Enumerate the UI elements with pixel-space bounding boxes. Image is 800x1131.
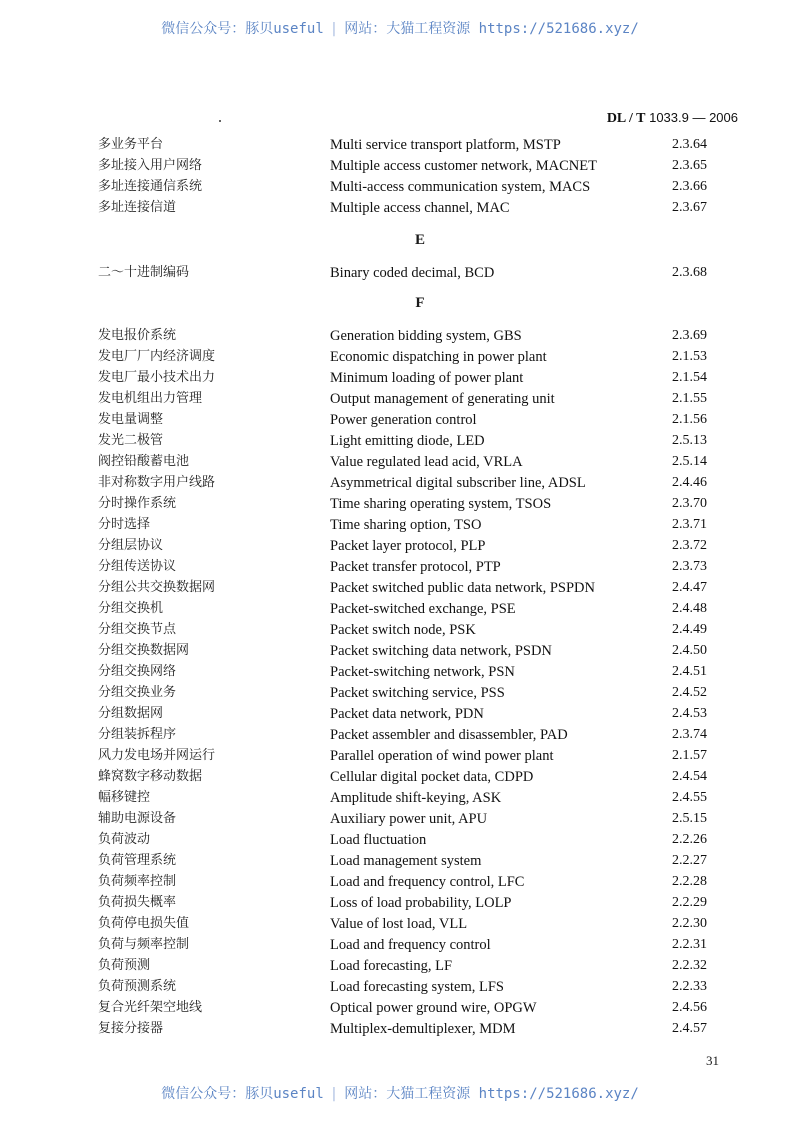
entry-clause: 2.2.30 <box>672 916 707 931</box>
entry-clause: 2.3.67 <box>672 200 707 215</box>
entry-clause: 2.3.69 <box>672 328 707 343</box>
entry-clause: 2.4.46 <box>672 475 707 490</box>
entry-chinese: 非对称数字用户线路 <box>98 475 216 490</box>
index-entry <box>0 515 800 535</box>
entry-clause: 2.3.66 <box>672 179 707 194</box>
entry-chinese: 负荷管理系统 <box>98 853 177 868</box>
entry-clause: 2.5.14 <box>672 454 707 469</box>
standard-prefix: DL / T <box>606 111 646 126</box>
index-entry <box>0 872 800 892</box>
entry-chinese: 多址连接信道 <box>98 200 177 215</box>
entry-clause: 2.2.32 <box>672 958 707 973</box>
entry-english: Minimum loading of power plant <box>330 370 524 386</box>
entry-chinese: 辅助电源设备 <box>98 811 177 826</box>
entry-english: Time sharing option, TSO <box>330 517 482 533</box>
watermark-top <box>0 18 800 38</box>
entry-clause: 2.3.70 <box>672 496 707 511</box>
section-letter-f: F <box>415 295 425 311</box>
entry-chinese: 复接分接器 <box>98 1021 164 1036</box>
entry-chinese: 分时选择 <box>98 517 151 532</box>
entry-english: Multiplex-demultiplexer, MDM <box>330 1021 516 1037</box>
entry-clause: 2.4.48 <box>672 601 707 616</box>
index-entry <box>0 389 800 409</box>
entry-clause: 2.4.52 <box>672 685 707 700</box>
index-entry <box>0 830 800 850</box>
entry-clause: 2.1.56 <box>672 412 707 427</box>
entry-clause: 2.4.47 <box>672 580 707 595</box>
index-entry <box>0 368 800 388</box>
entry-english: Light emitting diode, LED <box>330 433 485 449</box>
index-entry <box>0 599 800 619</box>
entry-chinese: 发电厂厂内经济调度 <box>98 349 216 364</box>
entry-english: Cellular digital pocket data, CDPD <box>330 769 534 785</box>
index-entry <box>0 998 800 1018</box>
entry-english: Auxiliary power unit, APU <box>330 811 488 827</box>
entry-chinese: 负荷损失概率 <box>98 895 177 910</box>
index-entry <box>0 431 800 451</box>
entry-chinese: 负荷预测系统 <box>98 979 177 994</box>
index-entry <box>0 641 800 661</box>
entry-chinese: 分组装拆程序 <box>98 727 177 742</box>
entry-chinese: 发电报价系统 <box>98 328 177 343</box>
index-entry <box>0 1019 800 1039</box>
entry-chinese: 幅移键控 <box>98 790 151 805</box>
entry-english: Power generation control <box>330 412 477 428</box>
entry-chinese: 蜂窝数字移动数据 <box>98 769 203 784</box>
watermark-wechat: 微信公众号：豚贝useful <box>161 21 324 37</box>
entry-clause: 2.4.50 <box>672 643 707 658</box>
entry-clause: 2.1.55 <box>672 391 707 406</box>
entry-clause: 2.3.65 <box>672 158 707 173</box>
index-entry <box>0 956 800 976</box>
index-entry <box>0 347 800 367</box>
index-entry <box>0 410 800 430</box>
index-entry <box>0 977 800 997</box>
entry-chinese: 复合光纤架空地线 <box>98 1000 203 1015</box>
entry-chinese: 多业务平台 <box>98 137 164 152</box>
entry-english: Economic dispatching in power plant <box>330 349 547 365</box>
entry-chinese: 分组交换业务 <box>98 685 177 700</box>
entry-clause: 2.1.53 <box>672 349 707 364</box>
entry-chinese: 发电机组出力管理 <box>98 391 203 406</box>
watermark-website: 网站：大猫工程资源 https://521686.xyz/ <box>344 21 639 37</box>
entry-chinese: 分组传送协议 <box>98 559 177 574</box>
entry-chinese: 发电厂最小技术出力 <box>98 370 216 385</box>
watermark-website: 网站：大猫工程资源 https://521686.xyz/ <box>344 1086 639 1102</box>
entry-english: Packet switch node, PSK <box>330 622 476 638</box>
entry-clause: 2.4.55 <box>672 790 707 805</box>
entry-english: Packet switching data network, PSDN <box>330 643 552 659</box>
entry-clause: 2.2.31 <box>672 937 707 952</box>
index-entry <box>0 557 800 577</box>
entry-english: Multi-access communication system, MACS <box>330 179 591 195</box>
entry-clause: 2.3.72 <box>672 538 707 553</box>
watermark-separator: | <box>329 21 339 37</box>
entry-clause: 2.2.33 <box>672 979 707 994</box>
entry-clause: 2.4.56 <box>672 1000 707 1015</box>
entry-clause: 2.3.68 <box>672 265 707 280</box>
watermark-bottom <box>0 1083 800 1103</box>
index-entry <box>0 935 800 955</box>
entry-english: Load fluctuation <box>330 832 427 848</box>
entry-english: Packet switching service, PSS <box>330 685 505 701</box>
index-entry <box>0 914 800 934</box>
entry-english: Amplitude shift-keying, ASK <box>330 790 502 806</box>
entry-english: Optical power ground wire, OPGW <box>330 1000 537 1016</box>
entry-english: Time sharing operating system, TSOS <box>330 496 552 512</box>
entry-clause: 2.4.51 <box>672 664 707 679</box>
index-entry <box>0 263 800 283</box>
entry-english: Value of lost load, VLL <box>330 916 468 932</box>
entry-english: Load management system <box>330 853 482 869</box>
index-entry <box>0 704 800 724</box>
entry-english: Load forecasting system, LFS <box>330 979 504 995</box>
entry-chinese: 分组交换节点 <box>98 622 177 637</box>
entry-clause: 2.3.74 <box>672 727 707 742</box>
entry-english: Packet assembler and disassembler, PAD <box>330 727 568 743</box>
standard-number: 1033.9 — 2006 <box>649 110 738 125</box>
index-entry <box>0 494 800 514</box>
index-entry <box>0 893 800 913</box>
entry-clause: 2.3.64 <box>672 137 707 152</box>
index-entry <box>0 746 800 766</box>
entry-english: Multi service transport platform, MSTP <box>330 137 561 153</box>
entry-english: Packet data network, PDN <box>330 706 484 722</box>
entry-english: Packet-switched exchange, PSE <box>330 601 516 617</box>
entry-chinese: 阀控铅酸蓄电池 <box>98 454 190 469</box>
index-entry <box>0 198 800 218</box>
entry-clause: 2.5.15 <box>672 811 707 826</box>
entry-clause: 2.2.29 <box>672 895 707 910</box>
entry-clause: 2.2.27 <box>672 853 707 868</box>
entry-clause: 2.2.28 <box>672 874 707 889</box>
entry-chinese: 二～十进制编码 <box>98 265 190 280</box>
index-entry <box>0 725 800 745</box>
entry-clause: 2.3.71 <box>672 517 707 532</box>
index-entry <box>0 620 800 640</box>
index-entry <box>0 177 800 197</box>
scan-dot <box>219 120 221 122</box>
standard-code <box>607 110 738 127</box>
entry-chinese: 分组交换数据网 <box>98 643 190 658</box>
index-entry <box>0 788 800 808</box>
watermark-separator: | <box>329 1086 339 1102</box>
entry-clause: 2.4.54 <box>672 769 707 784</box>
entry-english: Asymmetrical digital subscriber line, ADSL <box>330 475 586 491</box>
section-letter-e: E <box>414 232 425 248</box>
entry-chinese: 分组交换机 <box>98 601 164 616</box>
entry-clause: 2.4.53 <box>672 706 707 721</box>
entry-chinese: 负荷与频率控制 <box>98 937 190 952</box>
entry-english: Load forecasting, LF <box>330 958 453 974</box>
entry-clause: 2.5.13 <box>672 433 707 448</box>
index-entry <box>0 156 800 176</box>
entry-english: Binary coded decimal, BCD <box>330 265 495 281</box>
entry-clause: 2.3.73 <box>672 559 707 574</box>
entry-english: Output management of generating unit <box>330 391 555 407</box>
entry-chinese: 多址连接通信系统 <box>98 179 203 194</box>
entry-english: Generation bidding system, GBS <box>330 328 522 344</box>
entry-chinese: 分时操作系统 <box>98 496 177 511</box>
entry-english: Load and frequency control, LFC <box>330 874 525 890</box>
entry-chinese: 风力发电场并网运行 <box>98 748 216 763</box>
entry-english: Packet layer protocol, PLP <box>330 538 486 554</box>
entry-chinese: 分组层协议 <box>98 538 164 553</box>
entry-english: Packet switched public data network, PSPDN <box>330 580 595 596</box>
index-entry <box>0 767 800 787</box>
index-entry <box>0 851 800 871</box>
entry-english: Loss of load probability, LOLP <box>330 895 512 911</box>
entry-clause: 2.1.57 <box>672 748 707 763</box>
index-entry <box>0 473 800 493</box>
entry-english: Multiple access customer network, MACNET <box>330 158 597 174</box>
index-entry <box>0 662 800 682</box>
entry-clause: 2.4.49 <box>672 622 707 637</box>
index-entry <box>0 578 800 598</box>
page-number: 31 <box>706 1053 719 1068</box>
entry-english: Packet transfer protocol, PTP <box>330 559 501 575</box>
entry-english: Multiple access channel, MAC <box>330 200 510 216</box>
entry-english: Value regulated lead acid, VRLA <box>330 454 523 470</box>
entry-chinese: 发电量调整 <box>98 412 164 427</box>
entry-chinese: 发光二极管 <box>98 433 164 448</box>
index-entry <box>0 809 800 829</box>
entry-chinese: 负荷频率控制 <box>98 874 177 889</box>
entry-english: Packet-switching network, PSN <box>330 664 515 680</box>
entry-clause: 2.1.54 <box>672 370 707 385</box>
index-entry <box>0 683 800 703</box>
entry-chinese: 多址接入用户网络 <box>98 158 203 173</box>
index-entry <box>0 536 800 556</box>
entry-chinese: 负荷预测 <box>98 958 151 973</box>
entry-clause: 2.2.26 <box>672 832 707 847</box>
entry-chinese: 分组公共交换数据网 <box>98 580 216 595</box>
index-entry <box>0 326 800 346</box>
index-entry <box>0 135 800 155</box>
entry-chinese: 分组交换网络 <box>98 664 177 679</box>
entry-chinese: 分组数据网 <box>98 706 164 721</box>
watermark-wechat: 微信公众号：豚贝useful <box>161 1086 324 1102</box>
entry-english: Parallel operation of wind power plant <box>330 748 554 764</box>
index-entry <box>0 452 800 472</box>
entry-chinese: 负荷停电损失值 <box>98 916 190 931</box>
entry-english: Load and frequency control <box>330 937 491 953</box>
entry-chinese: 负荷波动 <box>98 832 151 847</box>
entry-clause: 2.4.57 <box>672 1021 707 1036</box>
